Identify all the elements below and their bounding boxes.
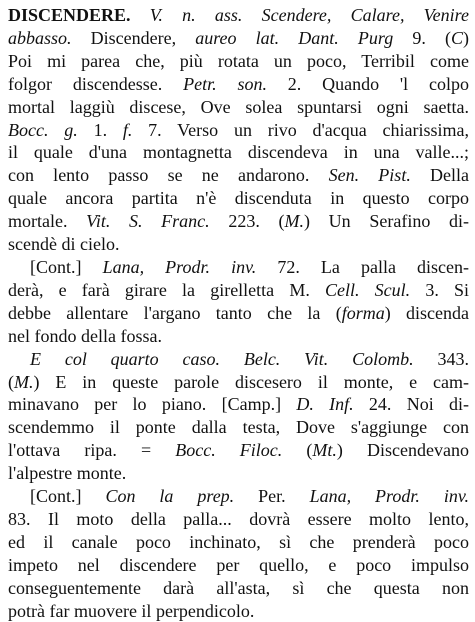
entry-text: [Cont.] xyxy=(30,256,103,277)
citation-text: Sen. Pist. xyxy=(328,165,411,186)
entry-text: ) Un Serafino di- xyxy=(304,211,469,232)
citation-text: Con la prep. xyxy=(105,486,235,507)
entry-text: con lento passo se ne andarono. xyxy=(8,165,329,186)
entry-line xyxy=(8,119,469,142)
entry-line xyxy=(8,50,469,73)
entry-line xyxy=(8,371,469,394)
entry-line xyxy=(8,531,469,554)
entry-line xyxy=(8,508,469,531)
entry-text: Per. xyxy=(234,486,310,507)
citation-text: f. xyxy=(122,119,133,140)
entry-line xyxy=(8,210,469,233)
entry-text: nel fondo della fossa. xyxy=(8,325,162,346)
entry-text: ) discenda xyxy=(384,302,469,323)
entry-line xyxy=(8,577,469,600)
entry-text: 7. Verso un rivo d'acqua chiarissima, xyxy=(132,119,469,140)
entry-line xyxy=(8,96,469,119)
entry-line xyxy=(8,4,469,27)
entry-text: impeto nel discendere per quello, e poco impulso xyxy=(8,554,469,575)
entry-text: 2. Quando 'l colpo xyxy=(266,73,469,94)
entry-line xyxy=(8,141,469,164)
entry-text: ) xyxy=(462,27,469,48)
entry-line xyxy=(8,393,469,416)
entry-line xyxy=(8,164,469,187)
entry-text: [Cont.] xyxy=(30,486,106,507)
headword: DISCENDERE. xyxy=(8,5,131,25)
citation-text: Bocc. g. xyxy=(8,119,78,140)
citation-text: V. n. ass. Scendere, Calare, Venire xyxy=(130,5,469,25)
citation-text: Cell. Scul. xyxy=(325,279,411,300)
entry-text: 24. Noi di- xyxy=(353,394,469,415)
citation-text: Petr. son. xyxy=(183,73,267,94)
entry-text: 343. xyxy=(413,348,469,369)
entry-text: 83. Il moto della palla... dovrà essere molto lento, xyxy=(8,508,469,529)
citation-text: E col quarto caso. Belc. Vit. Colomb. xyxy=(30,348,414,369)
entry-text: 3. Si xyxy=(410,279,469,300)
entry-text: conseguentemente darà all'asta, sì che questa non xyxy=(8,577,469,598)
citation-text: aureo lat. Dant. Purg xyxy=(195,27,394,48)
entry-line xyxy=(8,439,469,462)
citation-text: Lana, Prodr. inv. xyxy=(309,486,469,507)
citation-text: M. xyxy=(14,371,34,392)
entry-line xyxy=(8,187,469,210)
entry-text: 9. ( xyxy=(393,27,451,48)
entry-line xyxy=(8,554,469,577)
entry-line xyxy=(8,233,469,256)
entry-text: l'alpestre monte. xyxy=(8,463,127,484)
citation-text: abbasso. xyxy=(8,27,72,48)
entry-text: quale ancora partita n'è discenduta in questo corpo xyxy=(8,188,469,209)
entry-line xyxy=(8,325,469,348)
entry-text: Poi mi parea che, più rotata un poco, Terribil come xyxy=(8,50,469,71)
entry-text: ed il canale poco inchinato, sì che prenderà poco xyxy=(8,531,469,552)
entry-text: Della xyxy=(410,165,469,186)
entry-line xyxy=(8,485,469,508)
entry-text: l'ottava ripa. = xyxy=(8,440,176,461)
entry-line xyxy=(8,462,469,485)
entry-text: potrà far muovere il perpendicolo. xyxy=(8,600,255,621)
citation-text: Vit. S. Franc. xyxy=(86,211,210,232)
entry-text: scendemmo il ponte dalla testa, Dove s'aggiunge con xyxy=(8,417,469,438)
entry-line xyxy=(8,256,469,279)
citation-text: D. Inf. xyxy=(296,394,354,415)
citation-text: M. xyxy=(284,211,304,232)
entry-text: 1. xyxy=(77,119,123,140)
entry-text: derà, e farà girare la girelletta M. xyxy=(8,279,325,300)
entry-line xyxy=(8,27,469,50)
entry-text: ) Discendevano xyxy=(336,440,469,461)
entry-text: minavano per lo piano. [Camp.] xyxy=(8,394,297,415)
entry-text: ) E in queste parole discesero il monte, e cam- xyxy=(33,371,469,392)
entry-text: scendè di cielo. xyxy=(8,234,120,255)
entry-text: 72. La palla discen- xyxy=(256,256,469,277)
entry-line xyxy=(8,600,469,622)
entry-text: ( xyxy=(282,440,313,461)
citation-text: C xyxy=(450,27,463,48)
entry-text: folgor discendesse. xyxy=(8,73,184,94)
entry-text: Discendere, xyxy=(71,27,196,48)
entry-text: il quale d'una montagnetta discendeva in una valle...; xyxy=(8,142,469,163)
entry-text: mortal laggiù discese, Ove solea spuntarsi ogni saetta. xyxy=(8,96,469,117)
entry-line xyxy=(8,416,469,439)
citation-text: Lana, Prodr. inv. xyxy=(102,256,257,277)
entry-line xyxy=(8,348,469,371)
entry-line xyxy=(8,279,469,302)
entry-text: 223. ( xyxy=(209,211,285,232)
entry-line xyxy=(8,73,469,96)
entry-line xyxy=(8,302,469,325)
citation-text: Mt. xyxy=(312,440,337,461)
entry-text: ( xyxy=(8,371,14,392)
citation-text: forma xyxy=(341,302,385,323)
citation-text: Bocc. Filoc. xyxy=(175,440,283,461)
entry-text: debbe allentare l'argano tanto che la ( xyxy=(8,302,342,323)
entry-text: mortale. xyxy=(8,211,87,232)
